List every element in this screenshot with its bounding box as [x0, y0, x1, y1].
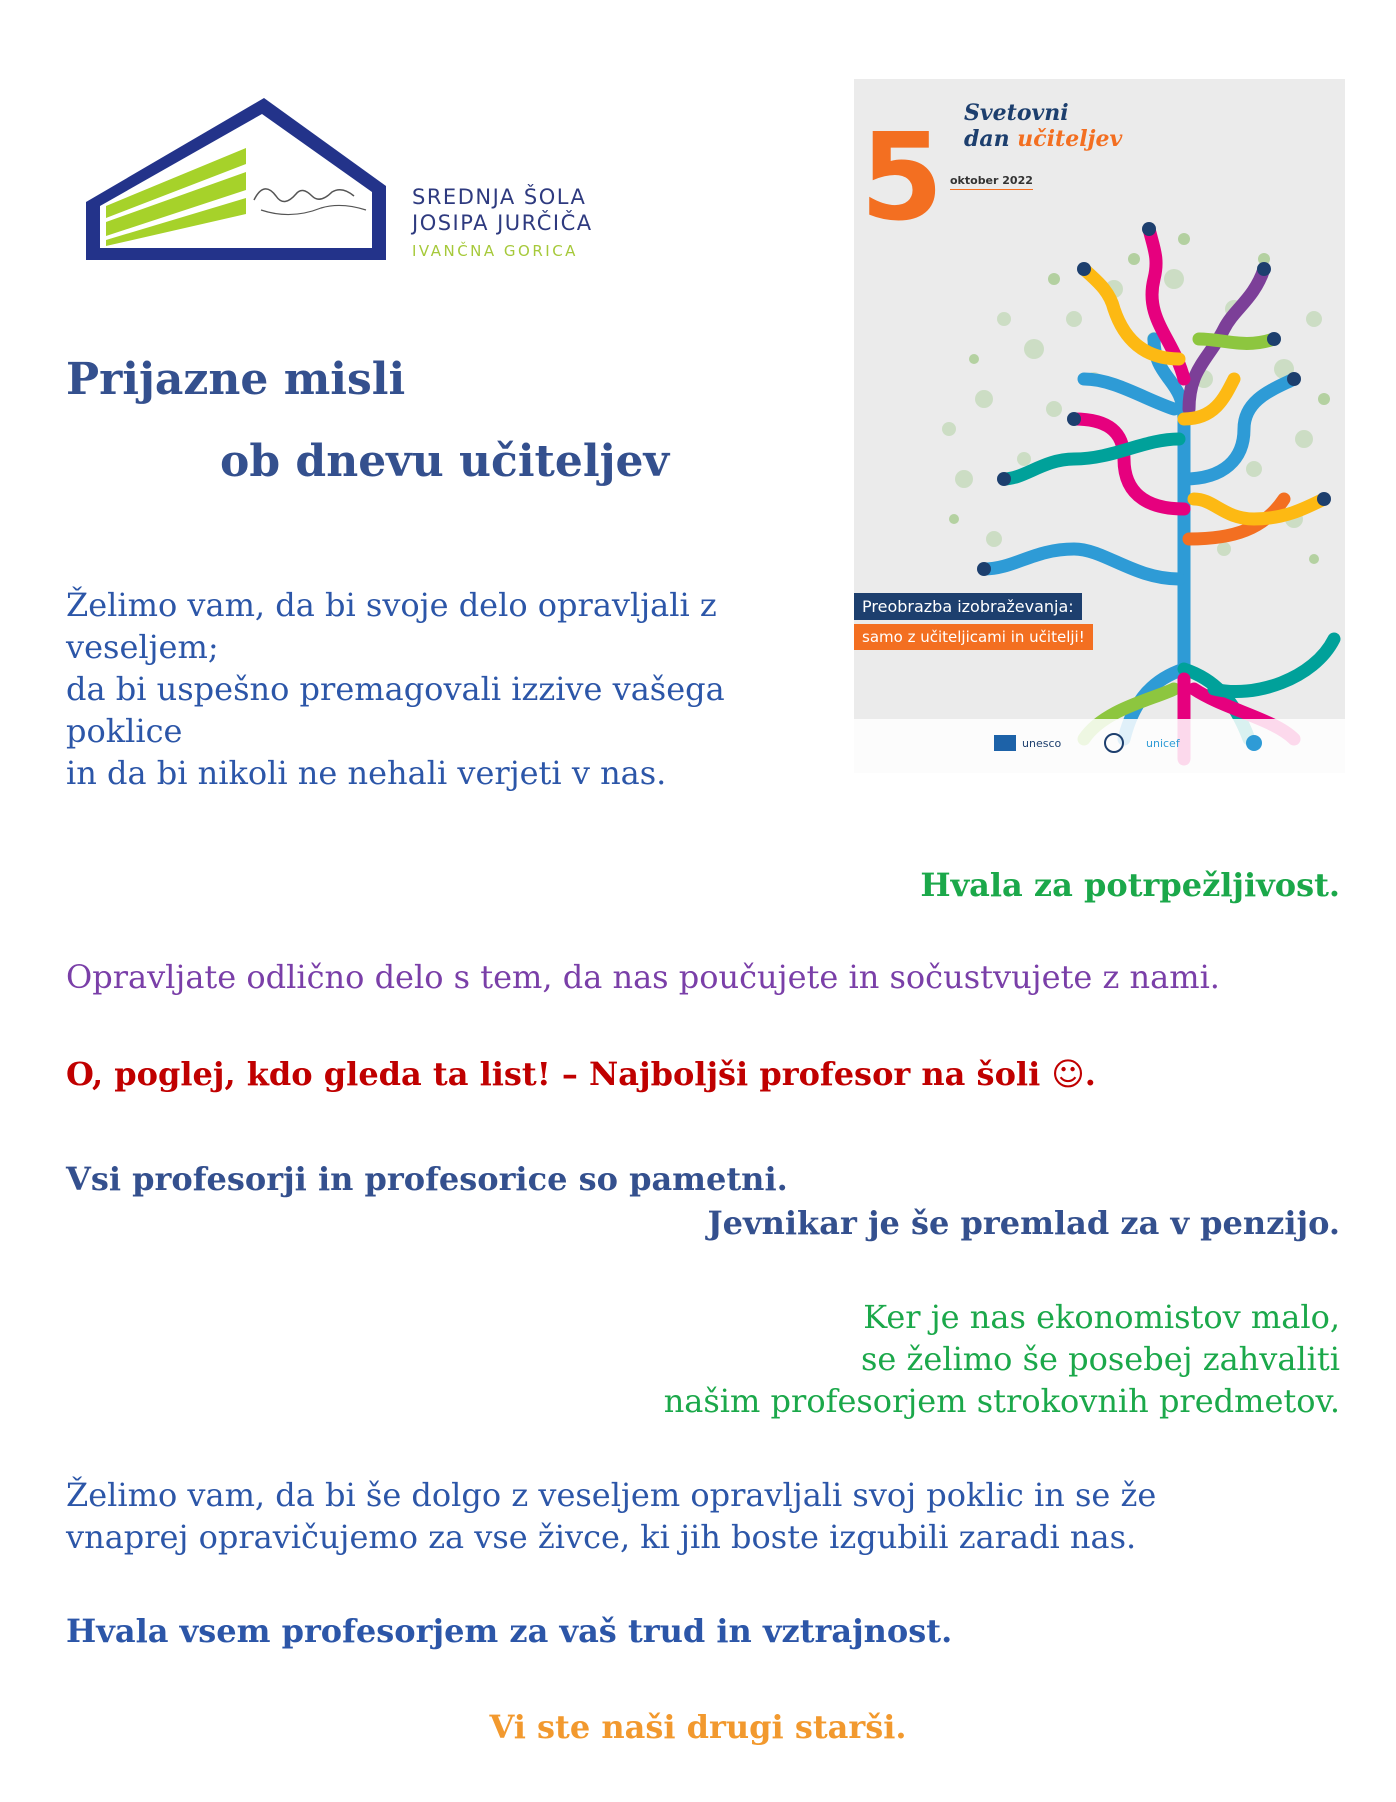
page-title-line2: ob dnevu učiteljev: [220, 436, 670, 487]
best-professor-period: .: [1084, 1055, 1096, 1093]
school-logo: [86, 98, 626, 268]
intro-line: poklice: [66, 712, 183, 750]
smart-professors-line: Vsi profesorji in profesorice so pametni.: [66, 1160, 788, 1198]
smiley-icon: ☺: [1051, 1055, 1085, 1093]
unicef-logo: unicef: [1146, 737, 1180, 750]
unesco-logo: unesco: [1022, 737, 1062, 750]
best-professor-text: O, poglej, kdo gleda ta list! – Najboljši profesor na šoli: [66, 1055, 1041, 1093]
poster-title-prefix: dan: [964, 126, 1018, 152]
great-work-line: Opravljate odlično delo s tem, da nas poučujete in sočustvujete z nami.: [66, 958, 1220, 996]
economists-line: se želimo še posebej zahvaliti: [861, 1340, 1340, 1378]
page-title-line1: Prijazne misli: [66, 354, 406, 405]
poster-banner-line1: Preobrazba izobraževanja:: [854, 593, 1082, 620]
wish-line: vnaprej opravičujemo za vse živce, ki jih boste izgubili zaradi nas.: [66, 1518, 1137, 1556]
wish-paragraph: [66, 1474, 1366, 1558]
logo-school-name-1: SREDNJA ŠOLA: [412, 185, 587, 209]
logo-school-name-2: JOSIPA JURČIČA: [412, 211, 593, 235]
wish-line: Želimo vam, da bi še dolgo z veseljem opravljali svoj poklic in se že: [66, 1476, 1157, 1514]
thanks-all-line: Hvala vsem profesorjem za vaš trud in vztrajnost.: [66, 1612, 953, 1650]
thanks-patience: Hvala za potrpežljivost.: [920, 866, 1340, 904]
intro-line: Želimo vam, da bi svoje delo opravljali z: [66, 586, 717, 624]
second-parents-line: Vi ste naši drugi starši.: [489, 1708, 907, 1746]
school-building-icon: [86, 98, 406, 268]
best-professor-line: [66, 1055, 1366, 1093]
intro-line: in da bi nikoli ne nehali verjeti v nas.: [66, 754, 667, 792]
economists-line: našim profesorjem strokovnih predmetov.: [663, 1382, 1340, 1420]
logo-city: IVANČNA GORICA: [412, 242, 578, 260]
tree-illustration: [854, 79, 1345, 773]
poster-title-line2: [964, 127, 1122, 151]
poster-title-highlight: učiteljev: [1017, 126, 1123, 152]
economists-line: Ker je nas ekonomistov malo,: [863, 1298, 1340, 1336]
intro-line: da bi uspešno premagovali izzive vašega: [66, 670, 725, 708]
jevnikar-line: Jevnikar je še premlad za v penzijo.: [707, 1204, 1340, 1242]
teachers-day-poster: [854, 79, 1345, 773]
poster-banner-line2: samo z učiteljicami in učitelji!: [854, 624, 1093, 650]
poster-date: oktober 2022: [950, 174, 1033, 190]
intro-line: veseljem;: [66, 628, 219, 666]
poster-title-line1: Svetovni: [964, 100, 1069, 126]
svg-text:5: 5: [860, 109, 944, 248]
economists-paragraph: [500, 1296, 1340, 1422]
intro-paragraph: [66, 584, 806, 794]
